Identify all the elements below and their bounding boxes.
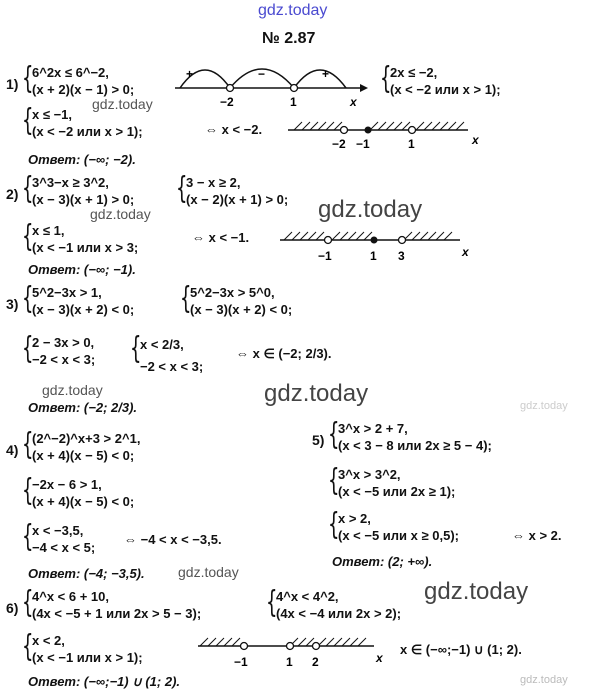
p5-answer: Ответ: (2; +∞). — [332, 554, 433, 569]
brace-icon: { — [22, 171, 34, 206]
point-label: 1 — [370, 249, 377, 263]
p1-system-c — [22, 103, 143, 140]
p1-implication: ⇔ x < −2. — [205, 122, 263, 137]
watermark: gdz.today — [178, 564, 239, 580]
watermark: gdz.today — [520, 674, 568, 686]
p5-c-line2: (x < −5 или x ≥ 0,5); — [338, 528, 459, 543]
p2-number: 2) — [6, 186, 19, 202]
p5-number: 5) — [312, 432, 325, 448]
p2-implication: ⇔ x < −1. — [192, 230, 250, 245]
p3-system-d — [130, 331, 204, 378]
p4-b-line2: (x + 4)(x − 5) < 0; — [32, 494, 135, 509]
p2-b-line2: (x − 2)(x + 1) > 0; — [186, 192, 289, 207]
p3-a-line1: 5^2−3x > 1, — [32, 285, 102, 300]
p2-c-line1: x ≤ 1, — [32, 223, 65, 238]
p5-c-line1: x > 2, — [338, 511, 371, 526]
p2-system-c — [22, 219, 139, 256]
watermark: gdz.today — [264, 380, 369, 407]
open-point — [409, 127, 416, 134]
p2-c-line2: (x < −1 или x > 3; — [32, 240, 139, 255]
p2-a-line2: (x − 3)(x + 1) > 0; — [32, 192, 135, 207]
p2-answer: Ответ: (−∞; −1). — [28, 262, 136, 277]
brace-icon: { — [130, 331, 142, 366]
p6-system-c — [22, 629, 143, 666]
filled-point — [371, 237, 378, 244]
p5-a-line2: (x < 3 − 8 или 2x ≥ 5 − 4); — [338, 438, 492, 453]
p5-a-line1: 3^x > 2 + 7, — [338, 421, 408, 436]
brace-icon: { — [22, 473, 34, 508]
brace-icon: { — [380, 61, 392, 96]
p6-b-line2: (4x < −4 или 2x > 2); — [276, 606, 402, 621]
p4-a-line1: (2^−2)^x+3 > 2^1, — [32, 431, 141, 446]
p1-c-line2: (x < −2 или x > 1); — [32, 124, 143, 139]
p6-answer: Ответ: (−∞;−1) ∪ (1; 2). — [28, 674, 181, 689]
p6-system-b — [266, 585, 402, 622]
p3-system-a — [22, 281, 135, 318]
brace-icon: { — [328, 507, 340, 542]
watermark: gdz.today — [42, 382, 103, 398]
brace-icon: { — [22, 219, 34, 254]
watermark: gdz.today — [90, 206, 151, 222]
p3-system-c — [22, 331, 96, 368]
p3-a-line2: (x − 3)(x + 2) < 0; — [32, 302, 135, 317]
open-point — [341, 127, 348, 134]
brace-icon: { — [328, 417, 340, 452]
brace-icon: { — [22, 281, 34, 316]
point-label: 1 — [286, 655, 293, 669]
p4-c-line1: x < −3,5, — [32, 523, 84, 538]
p4-system-b — [22, 473, 135, 510]
p3-implication: ⇔ x ∈ (−2; 2/3). — [236, 346, 332, 361]
p3-c-line2: −2 < x < 3; — [32, 352, 96, 367]
brace-icon: { — [22, 585, 34, 620]
p3-d-line2: −2 < x < 3; — [140, 359, 204, 374]
p3-answer: Ответ: (−2; 2/3). — [28, 400, 138, 415]
brace-icon: { — [176, 171, 188, 206]
p2-a-line1: 3^3−x ≥ 3^2, — [32, 175, 109, 190]
point-label: 2 — [312, 655, 319, 669]
point-label: −1 — [318, 249, 332, 263]
p5-b-line2: (x < −5 или 2x ≥ 1); — [338, 484, 456, 499]
problem-number: № 2.87 — [262, 30, 316, 47]
sign-label: − — [258, 67, 266, 81]
p6-number-line — [198, 626, 388, 670]
p3-system-b — [180, 281, 293, 318]
sign-label: + — [322, 67, 330, 81]
brace-icon: { — [22, 519, 34, 554]
p4-implication: ⇔ −4 < x < −3,5. — [124, 532, 222, 547]
p3-b-line2: (x − 3)(x + 2) < 0; — [190, 302, 293, 317]
brace-icon: { — [22, 61, 34, 96]
p6-implication: x ∈ (−∞;−1) ∪ (1; 2). — [400, 642, 522, 657]
sign-arc — [294, 70, 346, 88]
point-label: 1 — [408, 137, 415, 151]
watermark: gdz.today — [318, 196, 423, 223]
point-label: 3 — [398, 249, 405, 263]
p5-system-a — [328, 417, 492, 454]
open-point — [227, 85, 234, 92]
brace-icon: { — [328, 463, 340, 498]
p2-b-line1: 3 − x ≥ 2, — [186, 175, 241, 190]
point-label: −2 — [220, 95, 234, 109]
p1-system-b — [380, 61, 501, 98]
p3-d-line1: x < 2/3, — [140, 337, 184, 352]
p1-a-line2: (x + 2)(x − 1) > 0; — [32, 82, 135, 97]
p4-a-line2: (x + 4)(x − 5) < 0; — [32, 448, 135, 463]
open-point — [291, 85, 298, 92]
point-label: 1 — [290, 95, 297, 109]
p4-c-line2: −4 < x < 5; — [32, 540, 96, 555]
sign-label: + — [186, 67, 194, 81]
p2-system-b — [176, 171, 289, 208]
p4-system-c — [22, 519, 96, 556]
watermark: gdz.today — [424, 578, 529, 605]
p3-b-line1: 5^2−3x > 5^0, — [190, 285, 275, 300]
brace-icon: { — [266, 585, 278, 620]
point-label: −2 — [332, 137, 346, 151]
p1-b-line2: (x < −2 или x > 1); — [390, 82, 501, 97]
brace-icon: { — [22, 629, 34, 664]
watermark-top: gdz.today — [258, 2, 328, 19]
p6-b-line1: 4^x < 4^2, — [276, 589, 339, 604]
brace-icon: { — [180, 281, 192, 316]
p6-a-line1: 4^x < 6 + 10, — [32, 589, 109, 604]
p6-c-line1: x < 2, — [32, 633, 65, 648]
p1-answer: Ответ: (−∞; −2). — [28, 152, 136, 167]
p4-answer: Ответ: (−4; −3,5). — [28, 566, 145, 581]
p2-number-line — [280, 220, 480, 264]
open-point — [287, 643, 294, 650]
p6-a-line2: (4x < −5 + 1 или 2x > 5 − 3); — [32, 606, 202, 621]
p1-c-line1: x ≤ −1, — [32, 107, 73, 122]
p6-number: 6) — [6, 600, 19, 616]
watermark: gdz.today — [520, 400, 568, 412]
p1-sign-chart — [170, 50, 370, 112]
p4-number: 4) — [6, 442, 19, 458]
p6-c-line2: (x < −1 или x > 1); — [32, 650, 143, 665]
p6-system-a — [22, 585, 202, 622]
axis-var-label: x — [350, 95, 357, 109]
p3-c-line1: 2 − 3x > 0, — [32, 335, 95, 350]
open-point — [241, 643, 248, 650]
p5-b-line1: 3^x > 3^2, — [338, 467, 401, 482]
p1-number: 1) — [6, 76, 19, 92]
p1-a-line1: 6^2x ≤ 6^−2, — [32, 65, 109, 80]
p1-b-line1: 2x ≤ −2, — [390, 65, 438, 80]
open-point — [313, 643, 320, 650]
brace-icon: { — [22, 103, 34, 138]
p4-system-a — [22, 427, 141, 464]
axis-arrow-icon — [360, 84, 368, 92]
p5-system-b — [328, 463, 456, 500]
filled-point — [365, 127, 372, 134]
open-point — [325, 237, 332, 244]
p4-b-line1: −2x − 6 > 1, — [32, 477, 102, 492]
p5-implication: ⇔ x > 2. — [512, 528, 562, 543]
axis-var-label: x — [462, 245, 469, 259]
axis-var-label: x — [376, 651, 383, 665]
p3-number: 3) — [6, 296, 19, 312]
p2-system-a — [22, 171, 135, 208]
brace-icon: { — [22, 331, 34, 366]
watermark: gdz.today — [92, 96, 153, 112]
point-label: −1 — [234, 655, 248, 669]
point-label: −1 — [356, 137, 370, 151]
p1-number-line — [288, 110, 488, 154]
axis-var-label: x — [472, 133, 479, 147]
brace-icon: { — [22, 427, 34, 462]
open-point — [399, 237, 406, 244]
p5-system-c — [328, 507, 459, 544]
p1-system-a — [22, 61, 135, 98]
